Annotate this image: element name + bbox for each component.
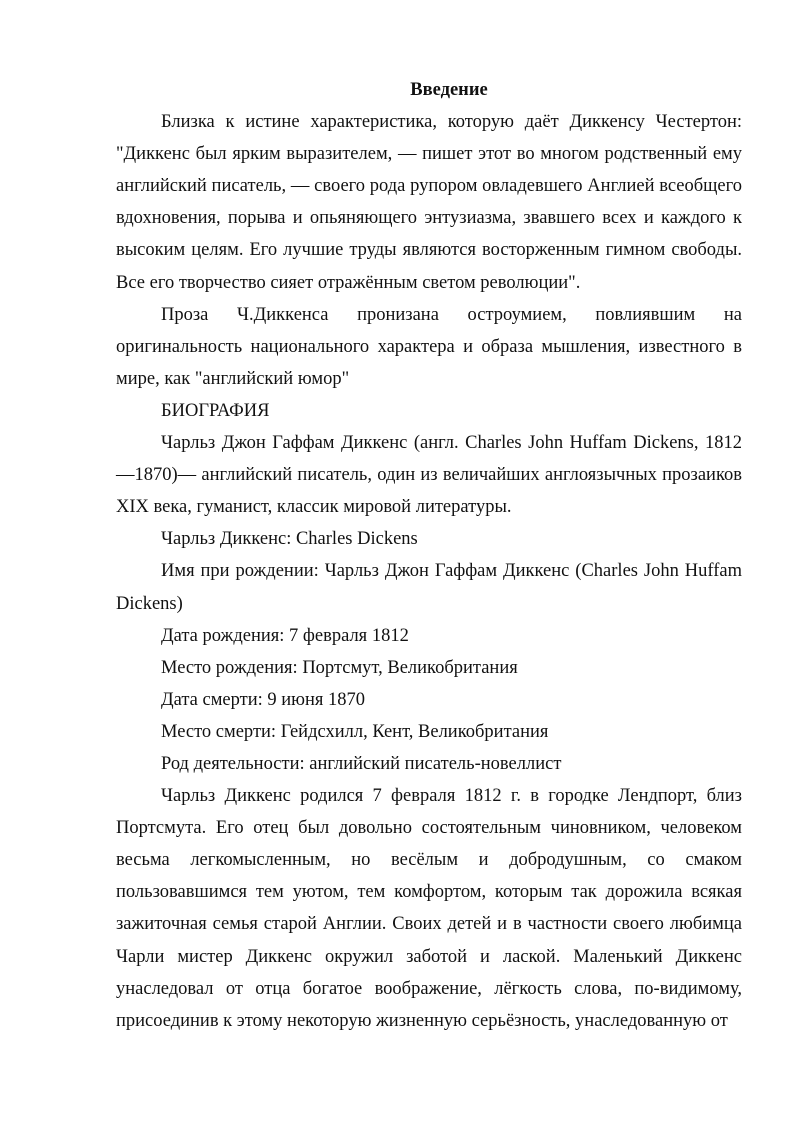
- intro-paragraph-1: Близка к истине характеристика, которую даёт Диккенсу Честертон: "Диккенс был ярким выразителем, — пишет этот во многом родственный ему английский писатель, — своего рода рупором овладевшего Англией всеобщего вдохновения, порыва и опьяняющего энтузиазма, звавшего всех и каждого к высоким целям. Его лучшие труды являются восторженным гимном свободы. Все его творчество сияет отражённым светом революции".: [116, 112, 742, 293]
- bio-paragraph: Чарльз Диккенс родился 7 февраля 1812 г. в городке Лендпорт, близ Портсмута. Его отец был довольно состоятельным чиновником, человеком весьма легкомысленным, но весёлым и добродушным, со смаком пользовавшимся тем уютом, тем комфортом, которым так дорожила всякая зажиточная семья старой Англии. Своих детей и в частности своего любимца Чарли мистер Диккенс окружил заботой и лаской. Маленький Диккенс унаследовал от отца богатое воображение, лёгкость слова, по-видимому, присоединив к этому некоторую жизненную серьёзность, унаследованную от: [116, 786, 742, 1031]
- fact-occupation: Род деятельности: английский писатель-новеллист: [161, 753, 562, 774]
- page-title: Введение: [410, 80, 488, 100]
- bio-intro-paragraph: Чарльз Джон Гаффам Диккенс (англ. Charles John Huffam Dickens, 1812—1870)— английский писатель, один из величайших англоязычных прозаиков XIX века, гуманист, классик мировой литературы.: [116, 433, 742, 518]
- fact-name: Чарльз Диккенс: Charles Dickens: [161, 529, 418, 550]
- document-body: [116, 74, 742, 1037]
- intro-paragraph-2: Проза Ч.Диккенса пронизана остроумием, повлиявшим на оригинальность национального характера и образа мышления, известного в мире, как "английский юмор": [116, 304, 742, 389]
- fact-birth-name: Имя при рождении: Чарльз Джон Гаффам Диккенс (Charles John Huffam Dickens): [116, 561, 742, 614]
- fact-birth-place: Место рождения: Портсмут, Великобритания: [161, 657, 518, 678]
- fact-death-date: Дата смерти: 9 июня 1870: [161, 689, 366, 710]
- fact-death-place: Место смерти: Гейдсхилл, Кент, Великобритания: [161, 721, 549, 742]
- section-heading-biography: БИОГРАФИЯ: [161, 400, 270, 421]
- fact-birth-date: Дата рождения: 7 февраля 1812: [161, 625, 409, 646]
